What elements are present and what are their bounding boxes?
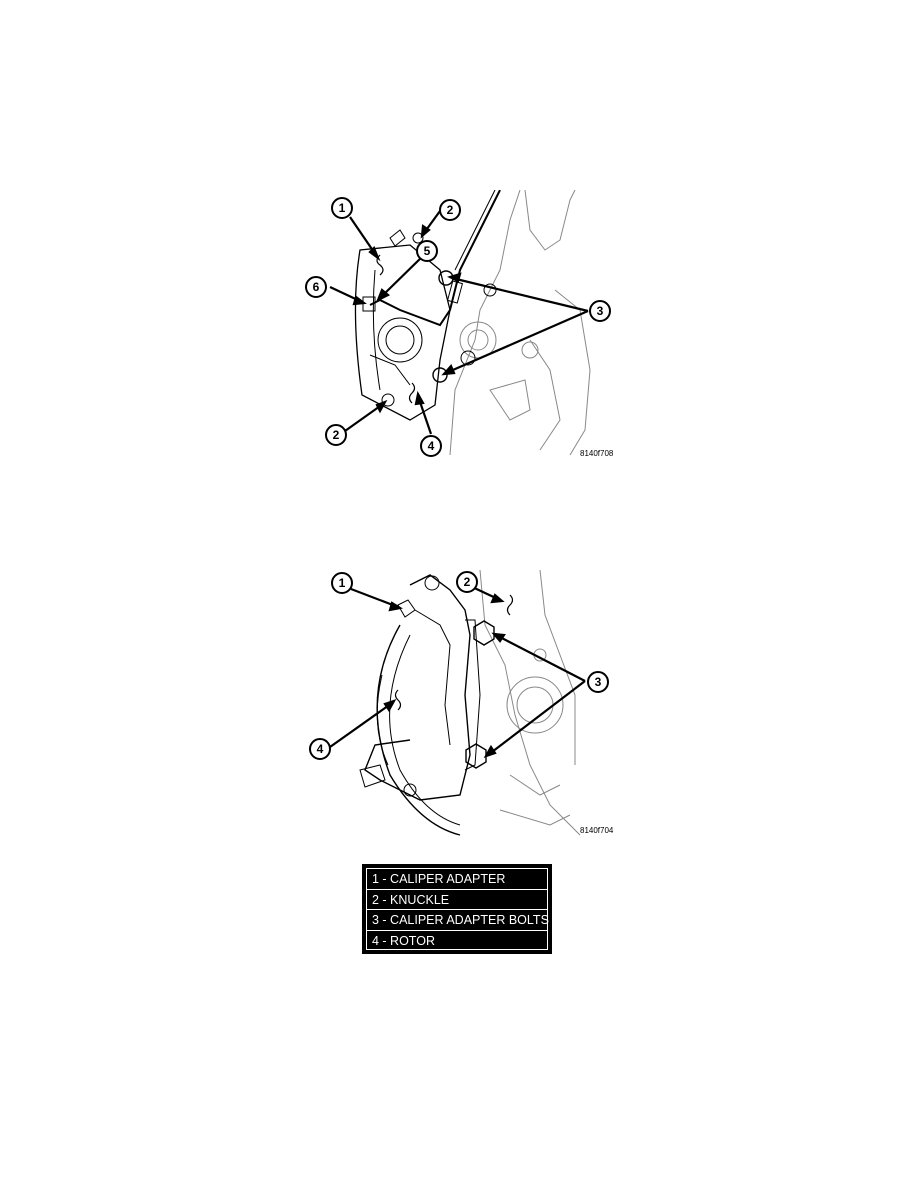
caliper-hose-illustration — [300, 190, 620, 465]
svg-text:4: 4 — [316, 742, 324, 756]
callout-4 — [310, 739, 330, 759]
figure1-id-label: 8140f708 — [580, 449, 614, 458]
callout-6 — [306, 277, 326, 297]
callout-5 — [417, 241, 437, 261]
svg-text:3: 3 — [596, 304, 604, 318]
callout-3 — [588, 672, 608, 692]
svg-text:2: 2 — [446, 203, 454, 217]
callout-1 — [332, 573, 352, 593]
legend-item-knuckle: 2 - KNUCKLE — [367, 890, 547, 911]
svg-text:6: 6 — [312, 280, 320, 294]
figure1-callout-bubbles — [306, 198, 610, 456]
callout-2-bottom — [326, 425, 346, 445]
callout-legend-table — [362, 864, 552, 954]
callout-2 — [457, 572, 477, 592]
svg-text:3: 3 — [594, 675, 602, 689]
legend-item-rotor: 4 - ROTOR — [372, 933, 435, 948]
svg-text:2: 2 — [463, 575, 471, 589]
svg-text:5: 5 — [423, 244, 431, 258]
svg-text:1: 1 — [338, 201, 346, 215]
callout-3 — [590, 301, 610, 321]
figure-caliper-hose — [300, 190, 620, 465]
legend-item-caliper-adapter: 1 - CALIPER ADAPTER — [367, 869, 547, 890]
caliper-adapter-illustration — [300, 565, 620, 845]
legend-inner — [366, 868, 548, 950]
svg-text:2: 2 — [332, 428, 340, 442]
callout-2-top — [440, 200, 460, 220]
figure2-callout-bubbles — [310, 572, 608, 759]
legend-item-caliper-adapter-bolts: 3 - CALIPER ADAPTER BOLTS — [367, 910, 547, 931]
svg-text:1: 1 — [338, 576, 346, 590]
figure2-id-label: 8140f704 — [580, 826, 614, 835]
callout-1 — [332, 198, 352, 218]
figure-caliper-adapter — [300, 565, 620, 845]
callout-4 — [421, 436, 441, 456]
svg-text:4: 4 — [427, 439, 435, 453]
